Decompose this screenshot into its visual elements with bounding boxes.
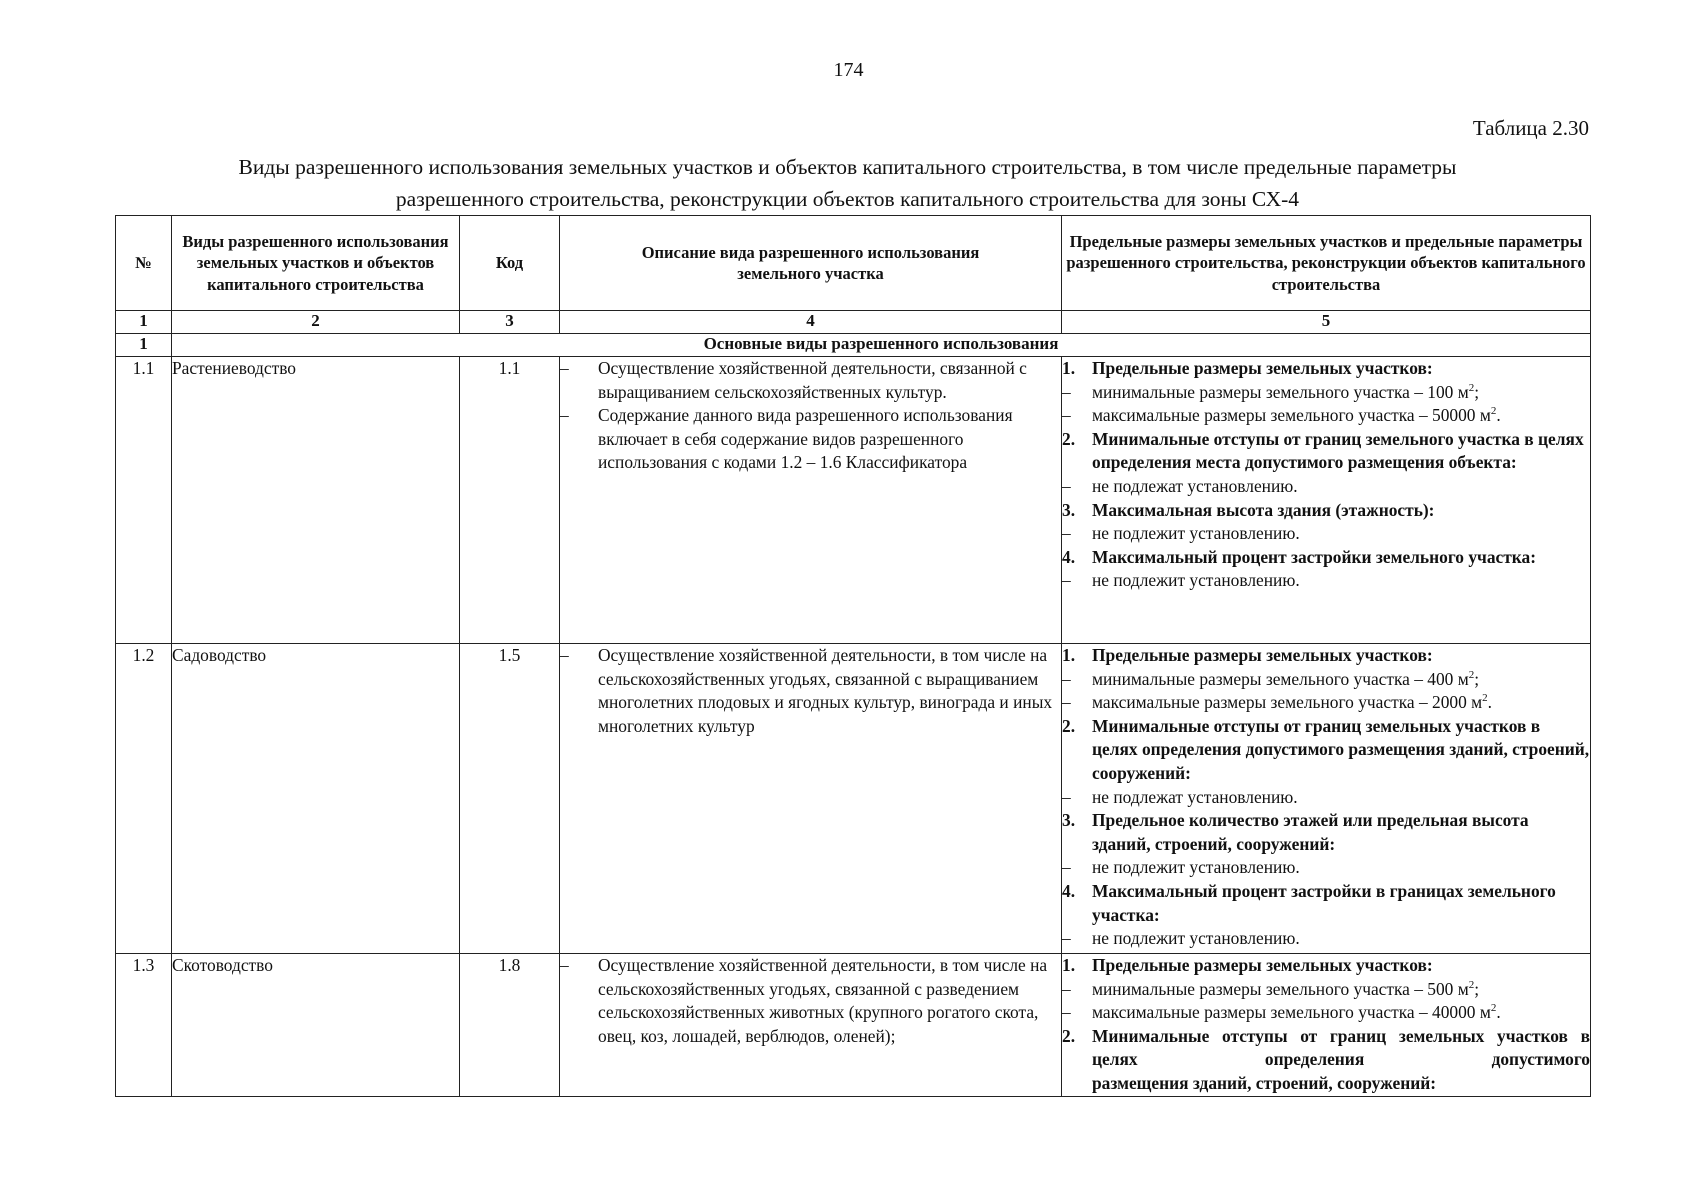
- description-item: [560, 954, 1061, 1048]
- row-description: [560, 644, 1062, 954]
- param-marker: 4.: [1062, 546, 1076, 567]
- param-text: [1092, 1001, 1590, 1025]
- description-text: Содержание данного вида разрешенного использования включает в себя содержание видов разрешенного использования с кодами 1.2 – 1.6 Классификатора: [598, 405, 1013, 473]
- param-text: [1092, 786, 1590, 810]
- unit-superscript: 2: [1468, 381, 1475, 394]
- param-text: [1092, 357, 1590, 381]
- unit-superscript: 2: [1482, 692, 1488, 705]
- param-text: [1092, 668, 1590, 692]
- param-marker: –: [1062, 786, 1071, 807]
- section-number: 1: [116, 334, 172, 357]
- param-text-main: Максимальный процент застройки земельного участка:: [1092, 546, 1537, 567]
- param-text-main: размещения зданий, строений, сооружений:: [1092, 1072, 1437, 1093]
- param-text-main: максимальные размеры земельного участка – 40000 м: [1092, 1002, 1491, 1023]
- param-text-main: не подлежат установлению.: [1092, 475, 1298, 496]
- param-line: [1062, 404, 1590, 428]
- param-line: [1062, 927, 1590, 951]
- param-line: [1062, 644, 1590, 668]
- unit-superscript: 2: [1468, 668, 1475, 681]
- param-line: [1062, 954, 1590, 978]
- description-text: Осуществление хозяйственной деятельности, связанной с выращиванием сельскохозяйственных культур.: [598, 358, 1027, 402]
- param-line: [1062, 357, 1590, 381]
- param-text: [1092, 644, 1590, 668]
- param-marker: 2.: [1062, 1025, 1076, 1046]
- unit-superscript: 2: [1468, 978, 1475, 991]
- param-line: [1062, 428, 1590, 475]
- param-text-main: Предельные размеры земельных участков:: [1092, 955, 1433, 975]
- param-line: [1062, 381, 1590, 405]
- param-marker: –: [1062, 523, 1071, 544]
- table-row: [116, 357, 1591, 644]
- param-line: [1062, 786, 1590, 810]
- param-text: [1092, 1072, 1590, 1096]
- param-line: [1062, 978, 1590, 1002]
- param-text: [1092, 856, 1590, 880]
- param-line: [1062, 691, 1590, 715]
- param-line: [1062, 1025, 1590, 1072]
- param-text-main: минимальные размеры земельного участка – 500 м: [1092, 978, 1469, 999]
- dash-marker: –: [560, 358, 569, 378]
- header-params: Предельные размеры земельных участков и предельные параметры разрешенного строительства, реконструкции объектов капитального строительства: [1062, 216, 1591, 311]
- param-line: [1062, 715, 1590, 786]
- unit-superscript: 2: [1490, 1002, 1497, 1015]
- row-params: [1062, 357, 1591, 644]
- description-item: [560, 357, 1061, 404]
- param-text: [1092, 546, 1590, 570]
- param-marker: 2.: [1062, 715, 1076, 736]
- row-type-name: Садоводство: [172, 644, 460, 954]
- row-params: [1062, 644, 1591, 954]
- param-text: [1092, 1025, 1590, 1072]
- param-text: [1092, 927, 1590, 951]
- row-description: [560, 954, 1062, 1097]
- param-text-main: Максимальный процент застройки в границах земельного участка:: [1092, 880, 1556, 925]
- row-code: 1.5: [460, 644, 560, 954]
- column-number-row: [116, 311, 1591, 334]
- param-line: [1062, 668, 1590, 692]
- param-text-main: Минимальные отступы от границ земельного участка в целях определения места допустимого размещения объекта:: [1092, 428, 1584, 473]
- row-type-name: Растениеводство: [172, 357, 460, 644]
- param-text-tail: ;: [1474, 978, 1480, 999]
- param-text-tail: .: [1487, 692, 1492, 713]
- param-marker: [1062, 1072, 1092, 1096]
- param-text: [1092, 880, 1590, 927]
- section-row: [116, 334, 1591, 357]
- param-text: [1092, 691, 1590, 715]
- row-number: 1.2: [116, 644, 172, 954]
- param-text-main: не подлежат установлению.: [1092, 786, 1298, 807]
- description-item: [560, 404, 1061, 475]
- param-line: [1062, 1001, 1590, 1025]
- param-text-main: Предельные размеры земельных участков:: [1092, 645, 1433, 665]
- description-text: Осуществление хозяйственной деятельности, в том числе на сельскохозяйственных угодьях, связанной с разведением сельскохозяйственных животных (крупного рогатого скота, овец, коз, лошадей, верблюдов, оленей);: [598, 955, 1048, 1046]
- table-row: [116, 954, 1591, 1097]
- param-marker: –: [1062, 857, 1071, 878]
- param-marker: 2.: [1062, 428, 1076, 449]
- param-line: [1062, 475, 1590, 499]
- page-number: 174: [833, 59, 864, 81]
- param-marker: –: [1062, 692, 1071, 713]
- column-number: 3: [460, 311, 560, 334]
- dash-marker: –: [560, 405, 569, 426]
- row-number: 1.3: [116, 954, 172, 1097]
- header-row: [116, 216, 1591, 311]
- param-line: [1062, 880, 1590, 927]
- param-text: [1092, 475, 1590, 499]
- param-line: [1062, 569, 1590, 593]
- param-text: [1092, 381, 1590, 405]
- row-params: [1062, 954, 1591, 1097]
- param-marker: 1.: [1062, 358, 1076, 378]
- param-text-main: не подлежит установлению.: [1092, 523, 1300, 544]
- param-text-main: не подлежит установлению.: [1092, 857, 1300, 878]
- column-number: 4: [560, 311, 1062, 334]
- param-marker: 3.: [1062, 810, 1076, 831]
- unit-superscript: 2: [1490, 405, 1497, 418]
- param-text-main: Максимальная высота здания (этажность):: [1092, 499, 1435, 520]
- header-code: Код: [460, 216, 560, 311]
- table-title-line-2: разрешенного строительства, реконструкции объектов капитального строительства для зоны СХ-4: [395, 187, 1300, 211]
- param-line: [1062, 809, 1590, 856]
- row-description: [560, 357, 1062, 644]
- param-marker: –: [1062, 570, 1071, 591]
- param-marker: –: [1062, 668, 1071, 689]
- param-marker: 1.: [1062, 645, 1076, 665]
- param-text: [1092, 499, 1590, 523]
- column-number: 1: [116, 311, 172, 334]
- section-title: Основные виды разрешенного использования: [172, 334, 1591, 357]
- param-line: [1062, 522, 1590, 546]
- param-text-main: Минимальные отступы от границ земельных участков в целях определения допустимого размещения зданий, строений, сооружений:: [1092, 715, 1590, 783]
- param-text-tail: .: [1496, 1002, 1501, 1023]
- header-type: Виды разрешенного использования земельных участков и объектов капитального строительства: [172, 216, 460, 311]
- param-marker: –: [1062, 405, 1071, 426]
- land-use-table: [115, 215, 1591, 1097]
- param-text-main: Минимальные отступы от границ земельных участков в целях определения допустимого: [1092, 1025, 1590, 1070]
- param-marker: –: [1062, 381, 1071, 402]
- param-text-tail: ;: [1474, 668, 1480, 689]
- param-text: [1092, 715, 1590, 786]
- param-text: [1092, 954, 1590, 978]
- param-marker: –: [1062, 1002, 1071, 1023]
- param-text-main: максимальные размеры земельного участка – 50000 м: [1092, 405, 1491, 426]
- row-type-name: Скотоводство: [172, 954, 460, 1097]
- row-number: 1.1: [116, 357, 172, 644]
- param-text: [1092, 809, 1590, 856]
- column-number: 5: [1062, 311, 1591, 334]
- param-text-main: минимальные размеры земельного участка – 400 м: [1092, 668, 1469, 689]
- param-line: [1062, 1072, 1590, 1096]
- param-text: [1092, 978, 1590, 1002]
- description-item: [560, 644, 1061, 738]
- param-text-main: не подлежит установлению.: [1092, 570, 1300, 591]
- param-marker: –: [1062, 475, 1071, 496]
- table-number: Таблица 2.30: [1472, 116, 1589, 140]
- table-title-line-1: Виды разрешенного использования земельных участков и объектов капитального строительства, в том числе предельные параметры: [238, 155, 1457, 179]
- param-marker: –: [1062, 978, 1071, 999]
- param-marker: 3.: [1062, 499, 1076, 520]
- param-marker: 1.: [1062, 955, 1076, 975]
- table-row: [116, 644, 1591, 954]
- column-number: 2: [172, 311, 460, 334]
- param-line: [1062, 546, 1590, 570]
- table-title: [110, 151, 1585, 215]
- param-text: [1092, 569, 1590, 593]
- param-text-main: не подлежит установлению.: [1092, 928, 1300, 949]
- param-line: [1062, 499, 1590, 523]
- param-text: [1092, 404, 1590, 428]
- param-text: [1092, 522, 1590, 546]
- param-text-tail: ;: [1474, 381, 1480, 402]
- description-text: Осуществление хозяйственной деятельности, в том числе на сельскохозяйственных угодьях, связанной с выращиванием многолетних плодовых и ягодных культур, винограда и иных многолетних культур: [598, 645, 1053, 736]
- param-text-main: Предельные размеры земельных участков:: [1092, 358, 1433, 378]
- row-code: 1.1: [460, 357, 560, 644]
- param-text-main: максимальные размеры земельного участка – 2000 м: [1092, 692, 1483, 713]
- dash-marker: –: [560, 645, 569, 665]
- param-text-main: минимальные размеры земельного участка – 100 м: [1092, 381, 1469, 402]
- row-code: 1.8: [460, 954, 560, 1097]
- param-marker: –: [1062, 928, 1071, 949]
- param-line: [1062, 856, 1590, 880]
- header-num: №: [116, 216, 172, 311]
- param-marker: 4.: [1062, 880, 1076, 901]
- dash-marker: –: [560, 955, 569, 975]
- param-text-main: Предельное количество этажей или предельная высота зданий, строений, сооружений:: [1092, 810, 1529, 854]
- param-text-tail: .: [1496, 405, 1501, 426]
- param-text: [1092, 428, 1590, 475]
- header-description: Описание вида разрешенного использования земельного участка: [560, 216, 1062, 311]
